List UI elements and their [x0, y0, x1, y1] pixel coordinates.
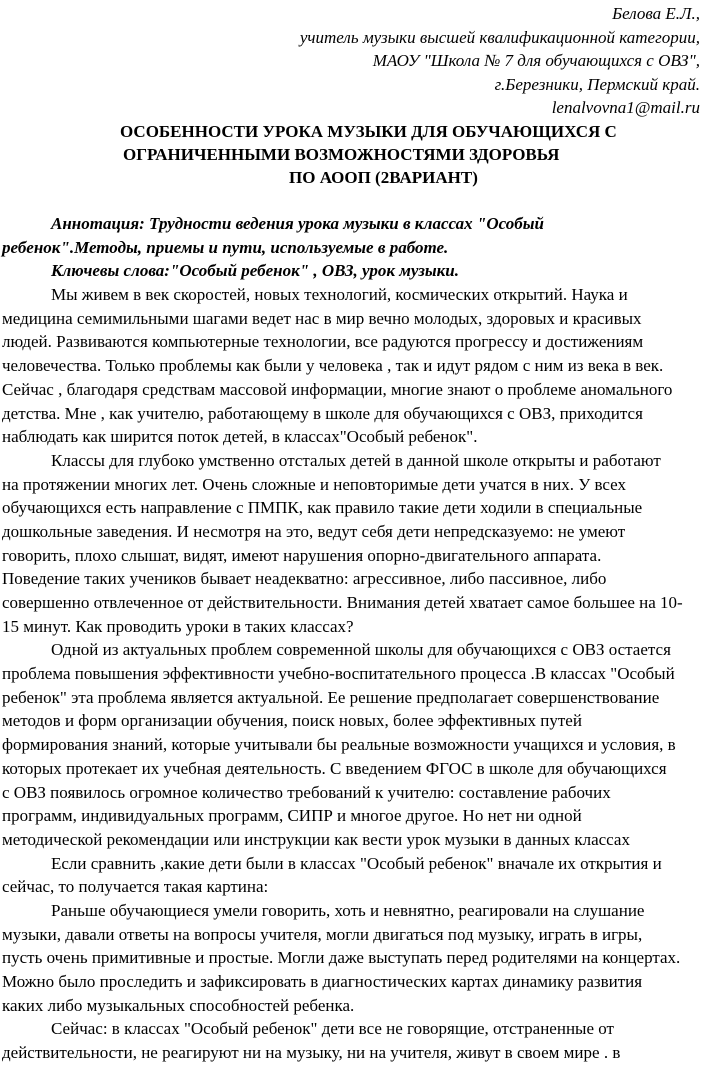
body-line: людей. Развиваются компьютерные технологии, все радуются прогрессу и достижениям: [2, 332, 644, 352]
body-line: говорить, плохо слышат, видят, имеют нарушения опорно-двигательного аппарата.: [2, 545, 602, 565]
document-title: [0, 120, 704, 189]
body-line: Если сравнить ,какие дети были в классах "Особый ребенок" вначале их открытия и: [51, 853, 662, 873]
body-line: Классы для глубоко умственно отсталых детей в данной школе открыты и работают: [51, 450, 661, 470]
body-line: наблюдать как ширится поток детей, в классах"Особый ребенок".: [2, 427, 478, 447]
body-line: сейчас, то получается такая картина:: [2, 877, 269, 897]
body-line: Поведение таких учеников бывает неадекватно: агрессивное, либо пассивное, либо: [2, 569, 607, 589]
body-line: формирования знаний, которые учитывали бы реальные возможности учащихся и условия, в: [2, 735, 676, 755]
body-line: совершенно отвлеченное от действительности. Внимания детей хватает самое большее на 10-: [2, 593, 683, 612]
body-line: проблема повышения эффективности учебно-воспитательного процесса .В классах "Особый: [2, 664, 675, 684]
body-line: Мы живем в век скоростей, новых технологий, космических открытий. Наука и: [51, 285, 628, 305]
author-position: учитель музыки высшей квалификационной категории,: [299, 27, 700, 47]
body-line: детства. Мне , как учителю, работающему в школе для обучающихся с ОВЗ, приходится: [2, 403, 643, 423]
author-email: lenalvovna1@mail.ru: [551, 98, 700, 118]
body-line: методической рекомендации или инструкции как вести урок музыки в данных классах: [2, 829, 630, 849]
body-line: Раньше обучающиеся умели говорить, хоть и невнятно, реагировали на слушание: [51, 900, 645, 920]
title-line: ПО АООП (2ВАРИАНТ): [289, 168, 478, 187]
body-line: дошкольные заведения. И несмотря на это, ведут себя дети непредсказуемо: не умеют: [2, 521, 626, 541]
title-line: ОГРАНИЧЕННЫМИ ВОЗМОЖНОСТЯМИ ЗДОРОВЬЯ: [123, 145, 560, 164]
author-name: Белова Е.Л.,: [612, 4, 700, 23]
keywords-line: Ключевы слова:"Особый ребенок" , ОВЗ, урок музыки.: [51, 261, 459, 281]
body-line: методов и форм организации обучения, поиск новых, более эффективных путей: [2, 711, 582, 731]
body-line: каких либо музыкальных способностей ребенка.: [2, 995, 355, 1015]
body-line: с ОВЗ появилось огромное количество требований к учителю: составление рабочих: [2, 782, 611, 802]
body-line: человечества. Только проблемы как были у человека , так и идут рядом с ним из века в век.: [2, 356, 664, 376]
body-line: медицина семимильными шагами ведет нас в мир вечно молодых, здоровых и красивых: [2, 308, 642, 328]
annotation-line: Аннотация: Трудности ведения урока музыки в классах "Особый: [51, 214, 544, 233]
body-line: 15 минут. Как проводить уроки в таких классах?: [2, 616, 354, 636]
body-line: Можно было проследить и зафиксировать в диагностических картах динамику развития: [2, 972, 643, 991]
body-line: которых протекает их учебная деятельность. С введением ФГОС в школе для обучающихся: [2, 758, 667, 778]
body-line: пусть очень примитивные и простые. Могли даже выступать перед родителями на концертах.: [2, 948, 681, 968]
body-line: Одной из актуальных проблем современной школы для обучающихся с ОВЗ остается: [51, 640, 671, 660]
body-line: программ, индивидуальных программ, СИПР и многое другое. Но нет ни одной: [2, 806, 582, 826]
body-line: Сейчас: в классах "Особый ребенок" дети все не говорящие, отстраненные от: [51, 1019, 614, 1039]
body-line: музыки, давали ответы на вопросы учителя, могли двигаться под музыку, играть в игры,: [2, 924, 643, 944]
title-line: ОСОБЕННОСТИ УРОКА МУЗЫКИ ДЛЯ ОБУЧАЮЩИХСЯ С: [120, 122, 617, 141]
body-line: ребенок" эта проблема является актуальной. Ее решение предполагает совершенствование: [2, 687, 660, 707]
body-line: обучающихся есть направление с ПМПК, как правило такие дети ходили в специальные: [2, 498, 643, 518]
author-city: г.Березники, Пермский край.: [494, 74, 700, 94]
author-block: [200, 2, 700, 120]
body-line: Сейчас , благодаря средствам массовой информации, многие знают о проблеме аномального: [2, 379, 673, 399]
annotation-line: ребенок".Методы, приемы и пути, используемые в работе.: [2, 237, 449, 257]
body-line: на протяжении многих лет. Очень сложные и неповторимые дети учатся в них. У всех: [2, 474, 627, 494]
document-body: [2, 212, 702, 1065]
author-school: МАОУ "Школа № 7 для обучающихся с ОВЗ",: [372, 51, 700, 71]
body-line: действительности, не реагируют ни на музыку, ни на учителя, живут в своем мире . в: [2, 1043, 621, 1063]
